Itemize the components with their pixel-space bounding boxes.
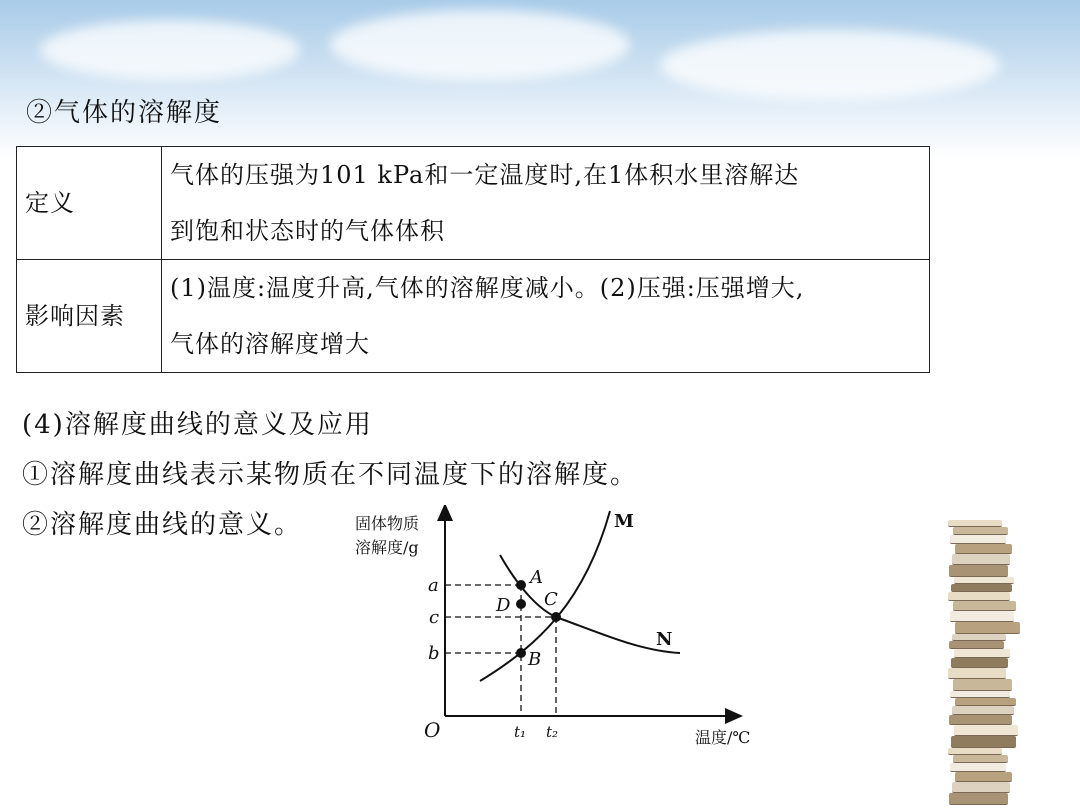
- solubility-curve-chart: [340, 505, 770, 755]
- origin-label: O: [424, 718, 441, 742]
- book-icon: [952, 554, 1010, 565]
- cloud-decoration: [330, 10, 630, 80]
- book-icon: [951, 584, 1012, 592]
- book-icon: [951, 736, 1016, 748]
- point-d: [516, 599, 526, 609]
- row-key-definition: 定义: [17, 147, 162, 260]
- y-axis-label-line1: 固体物质: [355, 514, 420, 533]
- book-icon: [953, 601, 1016, 611]
- point-a-label: A: [530, 567, 543, 588]
- point-a: [516, 580, 526, 590]
- text-line: (1)温度:温度升高,气体的溶解度减小。(2)压强:压强增大,: [170, 274, 805, 302]
- book-icon: [950, 611, 1014, 622]
- book-icon: [954, 725, 1018, 736]
- text-line: 到饱和状态时的气体体积: [170, 217, 445, 245]
- book-icon: [953, 679, 1012, 691]
- book-icon: [952, 706, 1014, 715]
- curve-n: [500, 555, 680, 653]
- cloud-decoration: [660, 30, 1000, 100]
- curve-n-label: N: [656, 629, 673, 650]
- y-axis-label-line2: 溶解度/g: [355, 538, 419, 557]
- book-icon: [948, 748, 1002, 755]
- book-icon: [949, 565, 1008, 577]
- section-4-title: (4)溶解度曲线的意义及应用: [22, 410, 373, 440]
- book-icon: [953, 755, 1008, 763]
- table-row: [17, 260, 930, 373]
- book-icon: [955, 772, 1012, 782]
- gas-solubility-table: [16, 146, 930, 373]
- book-icon: [952, 782, 1010, 793]
- book-icon: [951, 658, 1008, 668]
- row-value-factors: [162, 260, 930, 373]
- book-icon: [955, 698, 1016, 706]
- table-row: [17, 147, 930, 260]
- y-tick-c: c: [429, 607, 440, 628]
- point-d-label: D: [496, 595, 511, 616]
- book-icon: [949, 793, 1008, 805]
- point-b-label: B: [528, 649, 542, 670]
- book-icon: [953, 527, 1008, 535]
- point-b: [516, 648, 526, 658]
- cloud-decoration: [40, 20, 300, 80]
- text-line: 气体的压强为101 kPa和一定温度时,在1体积水里溶解达: [170, 161, 800, 189]
- book-icon: [955, 622, 1020, 634]
- row-key-factors: 影响因素: [17, 260, 162, 373]
- book-icon: [952, 634, 1006, 641]
- book-icon: [950, 691, 1010, 698]
- x-axis-label: 温度/℃: [695, 728, 751, 747]
- text-line: 气体的溶解度增大: [170, 330, 370, 358]
- book-icon: [955, 544, 1012, 554]
- y-tick-a: a: [428, 575, 439, 596]
- sky-banner: [0, 0, 1080, 160]
- book-icon: [948, 520, 1002, 527]
- point-c-label: C: [544, 589, 558, 610]
- book-icon: [954, 577, 1014, 584]
- book-icon: [950, 535, 1006, 544]
- y-tick-b: b: [428, 643, 440, 664]
- curve-m-label: M: [614, 511, 634, 532]
- book-icon: [954, 649, 1010, 658]
- row-value-definition: [162, 147, 930, 260]
- book-stack-decoration: [948, 520, 1014, 805]
- book-icon: [948, 668, 1006, 679]
- x-tick-t1: t₁: [514, 723, 527, 741]
- gas-solubility-heading: ②气体的溶解度: [26, 98, 223, 128]
- section-4-item-2: ②溶解度曲线的意义。: [22, 510, 303, 540]
- book-icon: [949, 641, 1004, 649]
- point-c: [551, 612, 561, 622]
- section-4-item-1: ①溶解度曲线表示某物质在不同温度下的溶解度。: [22, 460, 639, 490]
- book-icon: [949, 715, 1012, 725]
- book-icon: [950, 763, 1006, 772]
- book-icon: [948, 592, 1010, 601]
- x-tick-t2: t₂: [546, 723, 559, 741]
